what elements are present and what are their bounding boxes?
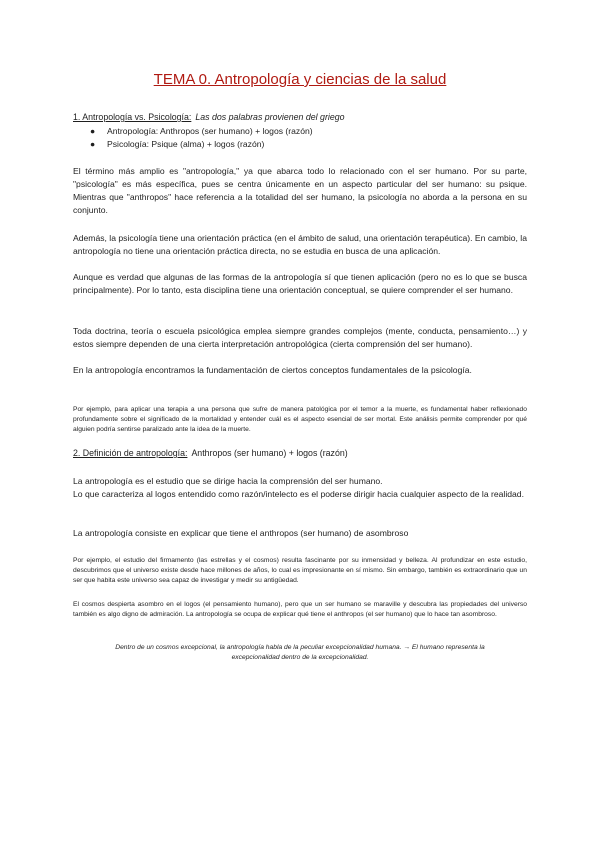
- page-title: TEMA 0. Antropología y ciencias de la salud: [153, 71, 447, 88]
- paragraph: La antropología es el estudio que se dirige hacia la comprensión del ser humano.: [73, 476, 383, 486]
- paragraph: Además, la psicología tiene una orientación práctica (en el ámbito de salud, una orientación terapéutica). En cambio, la antropología no tiene una orientación práctica directa, no se estudia en busca de una aplicación.: [73, 233, 527, 256]
- section-1-heading-text: 1. Antropología vs. Psicología:: [73, 112, 192, 122]
- section-2-subtitle: Anthropos (ser humano) + logos (razón): [191, 448, 348, 458]
- example-paragraph: El cosmos despierta asombro en el logos (el pensamiento humano), pero que un ser humano se maraville y descubra las propiedades del universo también es algo digno de admiración. La antropología se ocupa de explicar qué tiene el anthropos (el ser humano) que lo hace tan asombroso.: [73, 601, 527, 618]
- section-1-bullet-list: [73, 125, 527, 151]
- paragraph: El término más amplio es "antropología," ya que abarca todo lo relacionado con el ser humano. Por su parte, "psicología" es más específica, pues se centra únicamente en un aspecto particular del ser humano: su psique. Mientras que "anthropos" hace referencia a la totalidad del ser humano, la psicología no aborda a la persona en su conjunto.: [73, 166, 527, 215]
- list-item: ● Antropología: Anthropos (ser humano) + logos (razón): [90, 126, 313, 136]
- paragraph: Toda doctrina, teoría o escuela psicológica emplea siempre grandes complejos (mente, conducta, pensamiento…) y estos siempre dependen de una cierta interpretación antropológica (cierta comprensión del ser humano).: [73, 326, 527, 349]
- section-1-heading: [73, 111, 527, 124]
- example-paragraph: Por ejemplo, el estudio del firmamento (las estrellas y el cosmos) resulta fascinante por su inmensidad y belleza. Al profundizar en este estudio, descubrimos que el universo existe desde hace millones de años, lo cual es impresionante en sí mismo. Sin embargo, también es extraordinario que un ser que habita este universo sea capaz de investigar y medir su antigüedad.: [73, 557, 527, 584]
- section-2-heading-text: 2. Definición de antropología:: [73, 448, 188, 458]
- section-2-heading: [73, 447, 527, 460]
- section-1: [73, 111, 527, 151]
- bullet-icon: ●: [90, 126, 96, 136]
- list-item: ● Psicología: Psique (alma) + logos (razón): [90, 139, 265, 149]
- paragraph: En la antropología encontramos la fundamentación de ciertos conceptos fundamentales de la psicología.: [73, 365, 472, 375]
- bullet-icon: ●: [90, 139, 96, 149]
- paragraph: Lo que caracteriza al logos entendido como razón/intelecto es el poderse dirigir hacia cualquier aspecto de la realidad.: [73, 489, 524, 499]
- section-1-subtitle: Las dos palabras provienen del griego: [195, 112, 345, 122]
- closing-note: Dentro de un cosmos excepcional, la antropología habla de la peculiar excepcionalidad humana. → El humano representa la excepcionalidad dentro de la excepcionalidad.: [115, 644, 485, 661]
- paragraph: La antropología consiste en explicar que tiene el anthropos (ser humano) de asombroso: [73, 528, 409, 538]
- paragraph: Aunque es verdad que algunas de las formas de la antropología sí que tienen aplicación (pero no es lo que se busca principalmente). Por lo tanto, esta disciplina tiene una orientación conceptual, se quiere comprender el ser humano.: [73, 272, 527, 295]
- example-paragraph: Por ejemplo, para aplicar una terapia a una persona que sufre de manera patológica por el temor a la muerte, es fundamental haber reflexionado profundamente sobre el significado de la mortalidad y entender cuál es el aspecto esencial de ser mortal. Este análisis permite comprender por qué alguien podría sentirse paralizado ante la idea de la muerte.: [73, 406, 527, 433]
